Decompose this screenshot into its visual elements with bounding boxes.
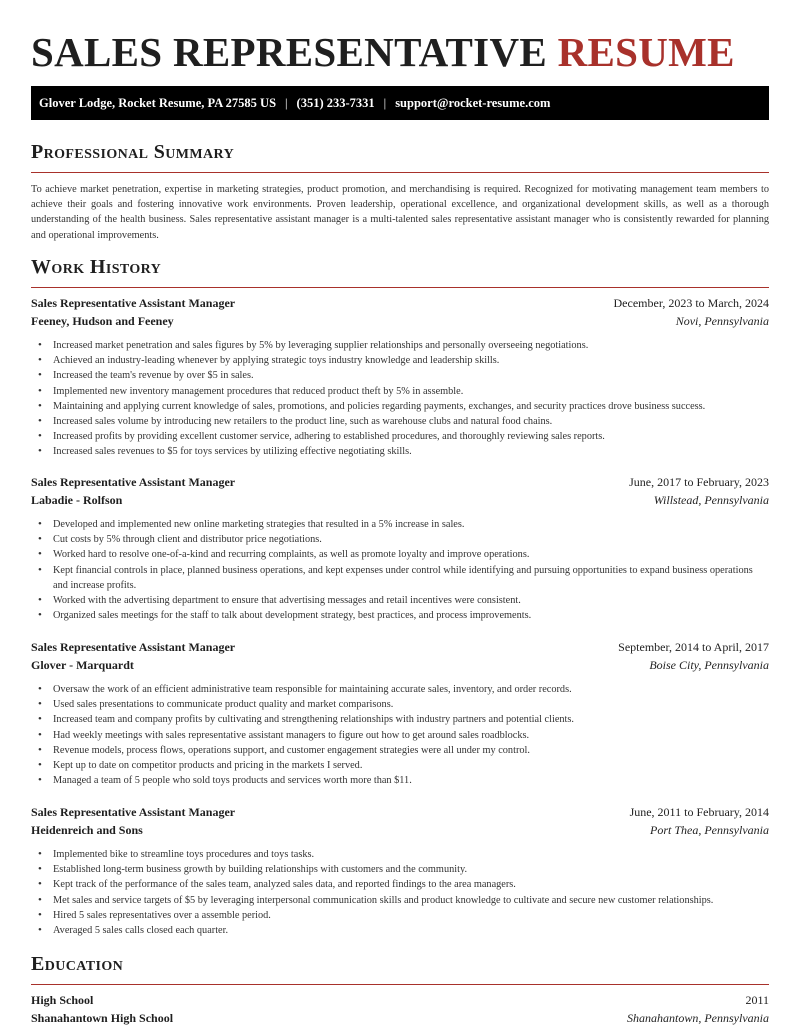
job-bullets xyxy=(31,682,769,788)
work-history-divider xyxy=(31,287,769,288)
education-divider xyxy=(31,984,769,985)
job-position: Sales Representative Assistant Manager xyxy=(31,296,236,310)
summary-heading: Professional Summary xyxy=(31,141,235,163)
job-bullet: • Revenue models, process flows, operations support, and customer engagement strategies were all under my control. xyxy=(31,743,769,758)
job-dates: June, 2017 to February, 2023 xyxy=(629,475,769,489)
job-bullet: • Increased team and company profits by cultivating and strengthening relationships with industry partners and potential clients. xyxy=(31,712,769,727)
job-bullet: • Averaged 5 sales calls closed each quarter. xyxy=(31,923,769,938)
job-company: Labadie - Rolfson xyxy=(31,493,123,507)
job-bullet: • Developed and implemented new online marketing strategies that resulted in a 5% increase in sales. xyxy=(31,517,769,532)
job-bullet: • Established long-term business growth by building relationships with customers and the community. xyxy=(31,862,769,877)
contact-phone: (351) 233-7331 xyxy=(296,95,375,110)
job-bullet: • Cut costs by 5% through client and distributor price negotiations. xyxy=(31,532,769,547)
job-bullet: • Increased the team's revenue by over $5 in sales. xyxy=(31,368,769,383)
job-bullet: • Increased sales revenues to $5 for toys services by utilizing effective negotiating skills. xyxy=(31,444,769,459)
job-position: Sales Representative Assistant Manager xyxy=(31,640,236,654)
summary-divider xyxy=(31,172,769,173)
job-bullet: • Implemented new inventory management procedures that reduced product theft by 5% in assemble. xyxy=(31,384,769,399)
job-position: Sales Representative Assistant Manager xyxy=(31,475,236,489)
contact-email: support@rocket-resume.com xyxy=(395,95,551,110)
resume-title xyxy=(31,28,735,76)
job-bullet: • Hired 5 sales representatives over a assemble period. xyxy=(31,908,769,923)
job-company: Heidenreich and Sons xyxy=(31,823,143,837)
job-bullet: • Increased sales volume by introducing new retailers to the product line, such as warehouse clubs and natural food chains. xyxy=(31,414,769,429)
job-bullet: • Increased market penetration and sales figures by 5% by leveraging supplier relationships and personally overseeing negotiations. xyxy=(31,338,769,353)
contact-address: Glover Lodge, Rocket Resume, PA 27585 US xyxy=(39,95,277,110)
job-bullet: • Organized sales meetings for the staff to talk about development strategy, best practices, and process improvements. xyxy=(31,608,769,623)
job-location: Novi, Pennsylvania xyxy=(675,314,769,328)
job-bullets xyxy=(31,517,769,623)
job-entry xyxy=(31,475,769,623)
education-location: Shanahantown, Pennsylvania xyxy=(627,1011,769,1025)
job-bullet: • Kept up to date on competitor products and pricing in the markets I served. xyxy=(31,758,769,773)
job-bullet: • Managed a team of 5 people who sold toys products and services worth more than $11. xyxy=(31,773,769,788)
job-dates: June, 2011 to February, 2014 xyxy=(629,805,769,819)
job-bullet: • Kept track of the performance of the sales team, analyzed sales data, and reported findings to the area managers. xyxy=(31,877,769,892)
summary-text: To achieve market penetration, expertise in marketing strategies, product promotion, and merchandising is required. Recognized for motivating management team members to achieve their goals and fostering innovative work environments. Proven leadership, operational excellence, and organizational development skills, as well as a thorough understanding of the health business. Sales representative assistant manager is a multi-talented sales representative assistant manager who is consistently rewarded for planning and operational improvements. xyxy=(31,184,769,241)
job-bullet: • Met sales and service targets of $5 by leveraging interpersonal communication skills and product knowledge to cultivate and secure new customer relationships. xyxy=(31,893,769,908)
job-bullet: • Achieved an industry-leading whenever by applying strategic toys industry knowledge and leadership skills. xyxy=(31,353,769,368)
job-bullet: • Implemented bike to streamline toys procedures and toys tasks. xyxy=(31,847,769,862)
contact-separator: | xyxy=(285,95,288,110)
contact-bar xyxy=(31,86,769,120)
job-bullet: • Kept financial controls in place, planned business operations, and kept expenses under control while identifying and pursuing opportunities to expand business operations and increase profits. xyxy=(31,563,769,593)
education-degree: High School xyxy=(31,993,94,1007)
job-entry xyxy=(31,805,769,938)
job-company: Feeney, Hudson and Feeney xyxy=(31,314,174,328)
job-entry xyxy=(31,296,769,460)
job-bullet: • Had weekly meetings with sales representative assistant managers to figure out how to get around sales roadblocks. xyxy=(31,728,769,743)
education-entry xyxy=(31,993,769,1029)
education-year: 2011 xyxy=(745,993,769,1007)
job-bullet: • Worked with the advertising department to ensure that advertising messages and retail incentives were consistent. xyxy=(31,593,769,608)
job-location: Port Thea, Pennsylvania xyxy=(650,823,769,837)
job-dates: December, 2023 to March, 2024 xyxy=(613,296,769,310)
job-bullet: • Oversaw the work of an efficient administrative team responsible for maintaining accurate sales, inventory, and order records. xyxy=(31,682,769,697)
job-location: Willstead, Pennsylvania xyxy=(653,493,769,507)
job-bullet: • Maintaining and applying current knowledge of sales, promotions, and policies regarding payments, exchanges, and security practices drove business success. xyxy=(31,399,769,414)
job-position: Sales Representative Assistant Manager xyxy=(31,805,236,819)
job-entry xyxy=(31,640,769,788)
job-bullet: • Increased profits by providing excellent customer service, adhering to established procedures, and thoroughly reviewing sales reports. xyxy=(31,429,769,444)
job-bullets xyxy=(31,338,769,460)
job-dates: September, 2014 to April, 2017 xyxy=(618,640,769,654)
job-bullet: • Used sales presentations to communicate product quality and market comparisons. xyxy=(31,697,769,712)
job-location: Boise City, Pennsylvania xyxy=(649,658,769,672)
title-accent: RESUME xyxy=(557,29,735,75)
education-school: Shanahantown High School xyxy=(31,1011,174,1025)
contact-separator: | xyxy=(383,95,387,110)
education-heading: Education xyxy=(31,953,124,975)
job-company: Glover - Marquardt xyxy=(31,658,134,672)
job-bullets xyxy=(31,847,769,938)
job-bullet: • Worked hard to resolve one-of-a-kind and recurring complaints, as well as promote loyalty and improve operations. xyxy=(31,547,769,562)
title-main: SALES REPRESENTATIVE xyxy=(31,29,547,75)
work-history-heading: Work History xyxy=(31,256,162,278)
